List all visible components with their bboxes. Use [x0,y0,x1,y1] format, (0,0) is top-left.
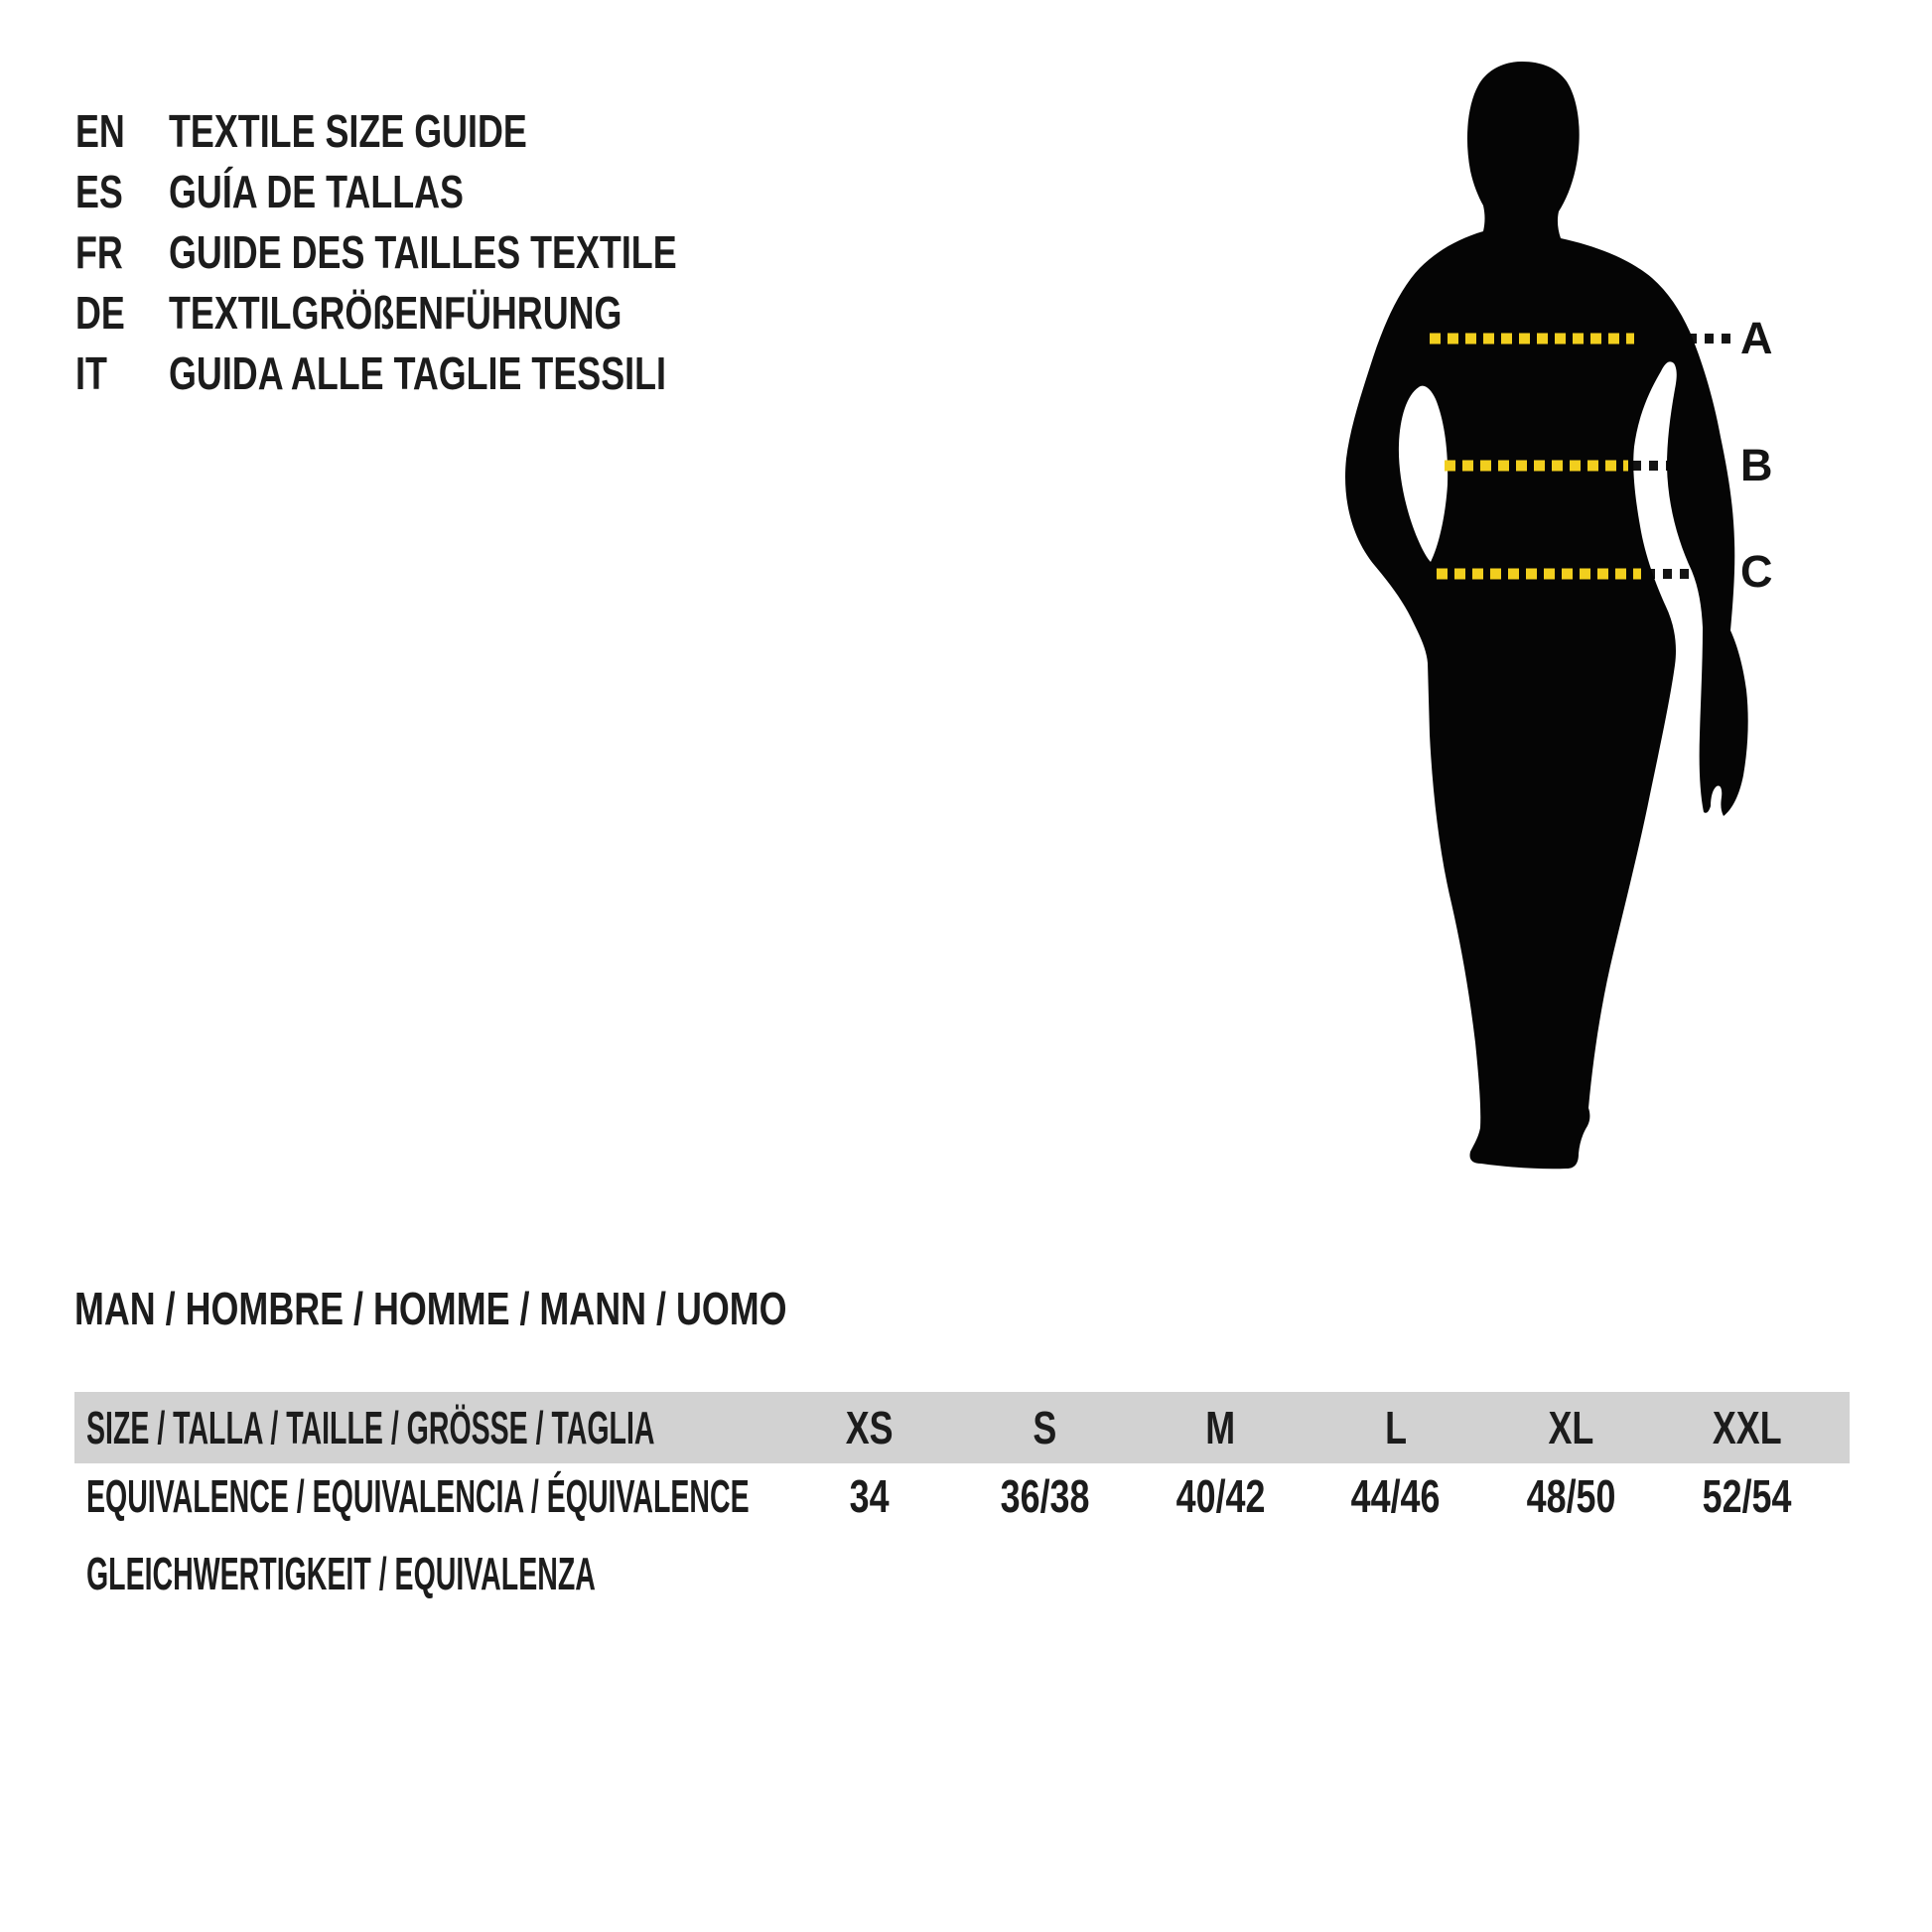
language-title: GUIDA ALLE TAGLIE TESSILI [169,347,666,399]
language-code: FR [75,226,123,278]
language-code: IT [75,347,107,399]
measure-label-b: B [1740,440,1773,490]
size-row-label: SIZE / TALLA / TAILLE / GRÖSSE / TAGLIA [86,1402,655,1453]
size-table-header-row [74,1392,1850,1463]
language-title: GUÍA DE TALLAS [169,166,464,217]
equivalence-row [74,1463,1850,1529]
equivalence-row-label: EQUIVALENCE / EQUIVALENCIA / ÉQUIVALENCE [86,1470,750,1522]
equivalence-value: 44/46 [1350,1470,1441,1522]
size-value: XL [1548,1402,1594,1453]
equivalence-value: 48/50 [1526,1470,1616,1522]
equivalence-l [1308,1469,1483,1523]
equivalence-xxl [1659,1469,1835,1523]
size-col-xs [781,1401,957,1454]
size-value: M [1205,1402,1236,1453]
equivalence-value: 36/38 [1000,1470,1090,1522]
language-title: TEXTILGRÖßENFÜHRUNG [169,287,622,339]
language-code: EN [75,105,125,157]
size-value: XS [845,1402,894,1453]
language-title: GUIDE DES TAILLES TEXTILE [169,226,677,278]
measure-label-c: C [1740,546,1773,597]
size-col-m [1133,1401,1309,1454]
equivalence-row-continued [74,1541,1850,1606]
equivalence-xs [781,1469,957,1523]
size-col-s [957,1401,1133,1454]
measure-label-a: A [1740,313,1773,363]
equivalence-m [1133,1469,1309,1523]
equivalence-value: 52/54 [1702,1470,1792,1522]
equivalence-s [957,1469,1133,1523]
size-col-xl [1483,1401,1659,1454]
size-value: S [1033,1402,1057,1453]
size-col-xxl [1659,1401,1835,1454]
section-title-text: MAN / HOMBRE / HOMME / MANN / UOMO [74,1283,787,1334]
man-silhouette [1345,62,1748,1169]
equivalence-xl [1483,1469,1659,1523]
language-code: DE [75,287,125,339]
section-title [74,1279,988,1338]
equivalence-value: 34 [849,1470,890,1522]
size-col-l [1308,1401,1483,1454]
language-title: TEXTILE SIZE GUIDE [169,105,527,157]
equivalence-value: 40/42 [1175,1470,1265,1522]
equivalence-row-label-2: GLEICHWERTIGKEIT / EQUIVALENZA [86,1548,596,1599]
size-value: XXL [1712,1402,1782,1453]
size-value: L [1384,1402,1407,1453]
language-code: ES [75,166,123,217]
